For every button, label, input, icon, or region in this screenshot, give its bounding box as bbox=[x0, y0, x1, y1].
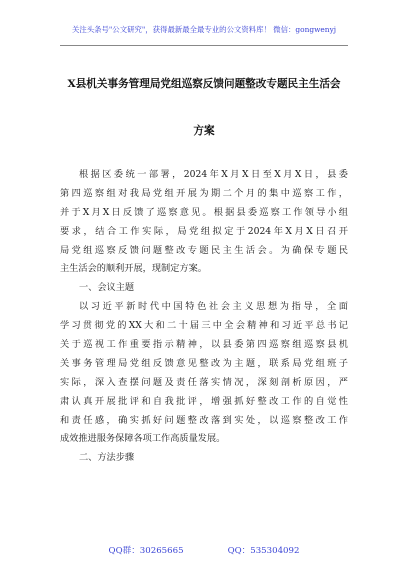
document-title-line-1: X县机关事务管理局党组巡察反馈问题整改专题民主生活会 bbox=[67, 78, 341, 90]
paragraph-line: 要求，结合工作实际，局党组拟定于2024年X月X日召开 bbox=[60, 225, 348, 237]
header-divider bbox=[60, 45, 348, 46]
paragraph-line: 局党组巡察反馈问题整改专题民主生活会。为确保专题民 bbox=[60, 244, 348, 256]
document-body bbox=[60, 166, 348, 468]
paragraph-line: 学习贯彻党的XX大和二十届三中全会精神和习近平总书记 bbox=[60, 320, 348, 332]
paragraph-line: 根据区委统一部署，2024年X月X日至X月X日，县委 bbox=[79, 169, 348, 180]
document-title-line-2: 方案 bbox=[193, 125, 215, 137]
header-note: 关注头条号"公文研究"，获得最新最全最专业的公文资料库！ 微信：gongwenyj bbox=[71, 25, 337, 34]
footer-contact bbox=[0, 544, 408, 556]
paragraph-line: 关事务管理局党组反馈意见整改为主题，联系局党组班子 bbox=[60, 357, 348, 369]
paragraph-line: 成效推进服务保障各项工作高质量发展。 bbox=[60, 433, 226, 445]
section-heading-method-steps: 二、方法步骤 bbox=[79, 452, 135, 464]
paragraph-line: 肃认真开展批评和自我批评，增强抓好整改工作的自觉性 bbox=[60, 395, 348, 407]
paragraph-line: 和责任感，确实抓好问题整改落到实处，以巡察整改工作 bbox=[60, 414, 348, 426]
paragraph-line: 实际，深入查摆问题及责任落实情况，深刻剖析原因，严 bbox=[60, 376, 348, 388]
footer-qq-number: QQ：535304092 bbox=[227, 546, 300, 556]
footer-qq-group: QQ群：30265665 bbox=[108, 546, 184, 556]
section-heading-meeting-theme: 一、会议主题 bbox=[79, 282, 135, 294]
paragraph-line: 关于巡视工作重要指示精神，以县委第四巡察组巡察县机 bbox=[60, 339, 348, 351]
paragraph-line: 并于X月X日反馈了巡察意见。根据县委巡察工作领导小组 bbox=[60, 206, 348, 218]
paragraph-line: 以习近平新时代中国特色社会主义思想为指导，全面 bbox=[79, 301, 348, 313]
paragraph-line: 第四巡察组对我局党组开展为期二个月的集中巡察工作， bbox=[60, 187, 348, 199]
paragraph-line: 主生活会的顺利开展，现制定方案。 bbox=[60, 263, 207, 275]
